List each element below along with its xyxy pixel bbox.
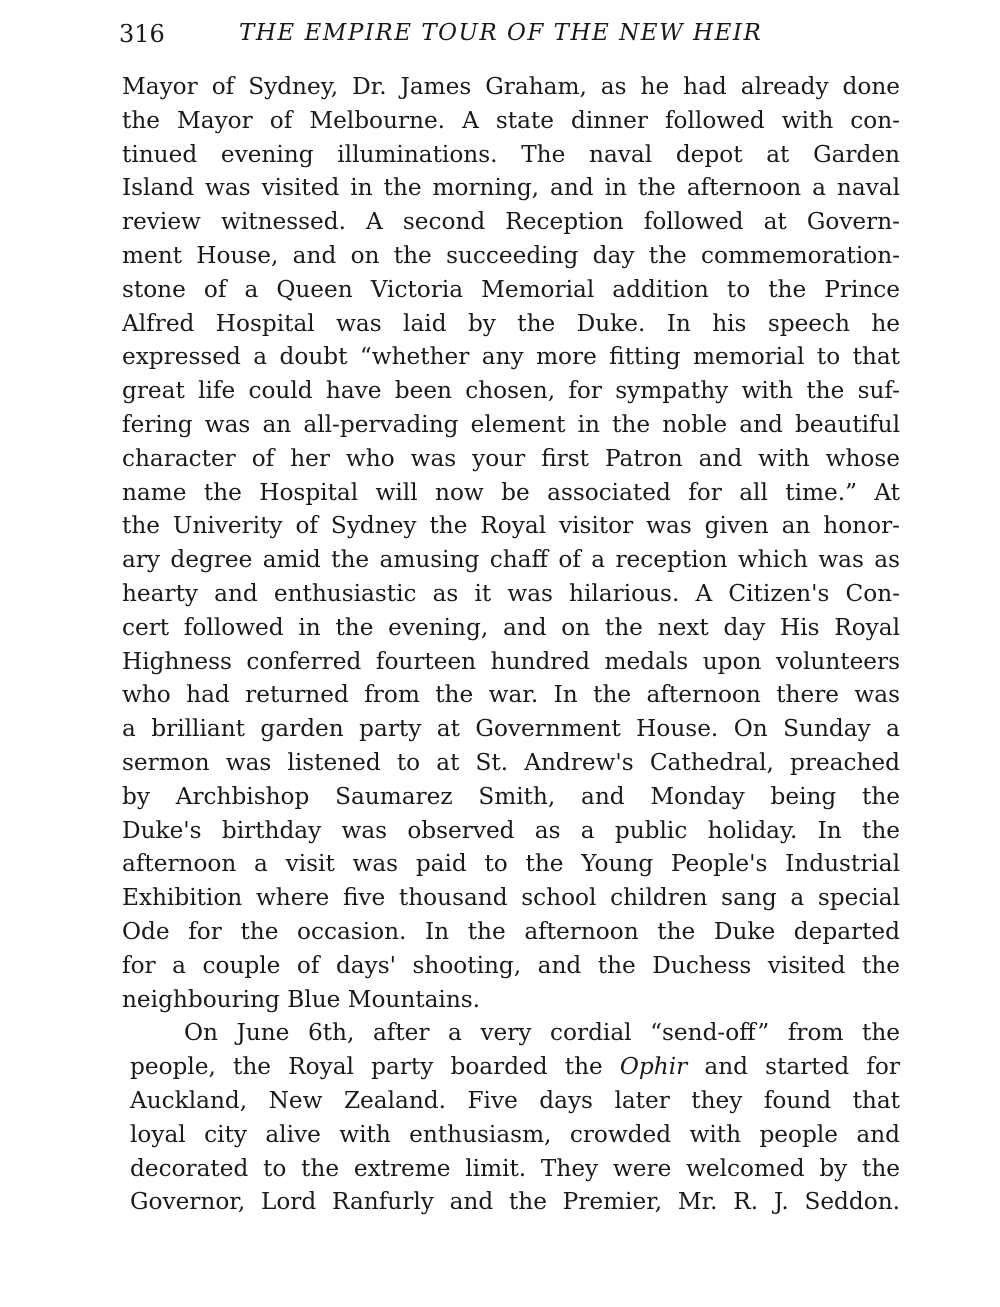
running-head: THE EMPIRE TOUR OF THE NEW HEIR [239,20,763,46]
text-line: Governor, Lord Ranfurly and the Premier, Mr. R. J. Seddon. [130,1188,900,1216]
text-line [122,1050,900,1084]
text-line: the Univerity of Sydney the Royal visitor was given an honor- [122,512,900,540]
text-line: Highness conferred fourteen hundred medals upon volunteers [122,647,900,675]
text-line: afternoon a visit was paid to the Young People's Industrial [122,850,900,878]
text-line: who had returned from the war. In the afternoon there was [122,681,900,709]
text-run: people, the Royal party boarded the [130,1053,620,1081]
text-line: expressed a doubt “whether any more fitting memorial to that [122,343,900,371]
text-line: character of her who was your first Patron and with whose [122,444,900,472]
text-line: cert followed in the evening, and on the next day His Royal [122,613,900,641]
text-line: the Mayor of Melbourne. A state dinner followed with con- [122,106,900,134]
text-line: decorated to the extreme limit. They were welcomed by the [130,1154,900,1182]
text-line: Duke's birthday was observed as a public holiday. In the [122,816,900,844]
text-line: sermon was listened to at St. Andrew's Cathedral, preached [122,748,900,776]
body-text [122,70,900,1219]
text-line: review witnessed. A second Reception followed at Govern- [122,208,900,236]
text-line: Auckland, New Zealand. Five days later they found that [130,1086,900,1114]
text-line: On June 6th, after a very cordial “send-off” from the [184,1019,900,1047]
text-line: ary degree amid the amusing chaff of a reception which was as [122,546,900,574]
text-line: Exhibition where five thousand school children sang a special [122,884,900,912]
text-line: a brilliant garden party at Government House. On Sunday a [122,715,900,743]
text-line: ment House, and on the succeeding day the commemoration- [122,241,900,269]
paragraph-1 [122,70,900,1016]
text-line: fering was an all-pervading element in the noble and beautiful [122,410,900,438]
text-line: Island was visited in the morning, and in the afternoon a naval [122,174,900,202]
page-header [119,16,899,52]
text-run: and started for [687,1053,900,1081]
text-line: loyal city alive with enthusiasm, crowded with people and [130,1120,900,1148]
text-line: by Archbishop Saumarez Smith, and Monday being the [122,782,900,810]
text-line: name the Hospital will now be associated for all time.” At [122,478,900,506]
ship-name: Ophir [619,1053,688,1081]
text-line: Ode for the occasion. In the afternoon the Duke departed [122,917,900,945]
text-line: Mayor of Sydney, Dr. James Graham, as he had already done [122,73,900,100]
text-line: great life could have been chosen, for sympathy with the suf- [122,377,900,405]
text-line: for a couple of days' shooting, and the Duchess visited the [122,951,900,979]
text-line: tinued evening illuminations. The naval depot at Garden [122,140,900,168]
paragraph-2 [122,1016,900,1219]
text-line: hearty and enthusiastic as it was hilarious. A Citizen's Con- [122,579,900,607]
text-line: Alfred Hospital was laid by the Duke. In his speech he [122,309,900,337]
page-number: 316 [119,20,165,48]
text-line: neighbouring Blue Mountains. [122,985,481,1013]
text-line: stone of a Queen Victoria Memorial addition to the Prince [122,275,900,303]
